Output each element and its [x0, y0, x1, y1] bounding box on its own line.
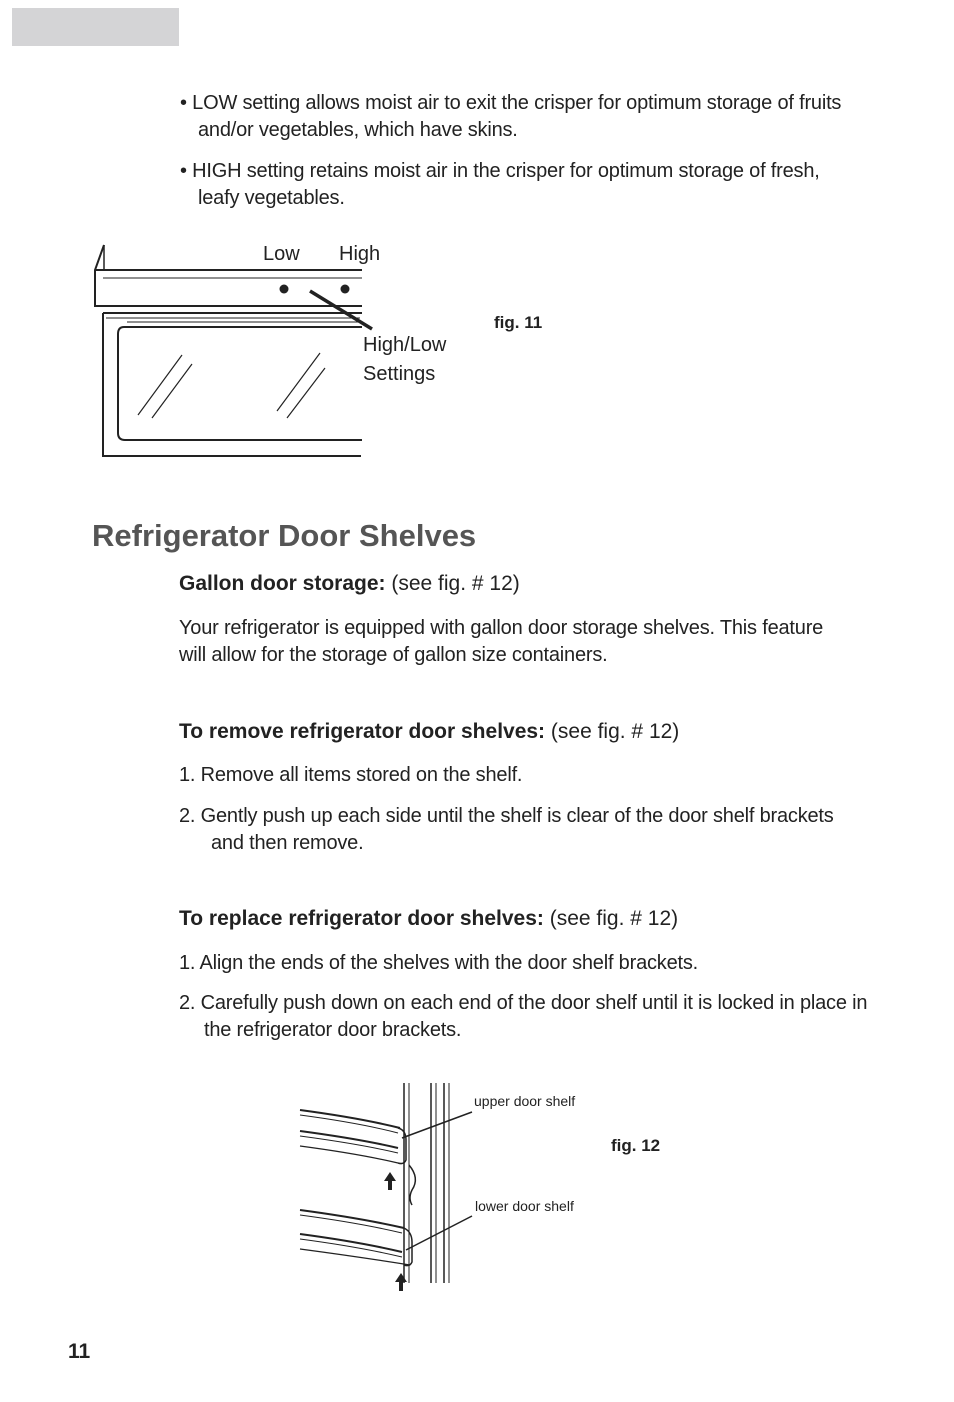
high-setting-bullet: • HIGH setting retains moist air in the crisper for optimum storage of fresh, leafy vegetables. — [180, 160, 820, 209]
replace-heading-bold: To replace refrigerator door shelves: — [179, 907, 544, 930]
page-number: 11 — [68, 1340, 91, 1363]
replace-heading-ref: (see fig. # 12) — [543, 907, 679, 930]
remove-heading-ref: (see fig. # 12) — [545, 720, 680, 743]
low-label: Low — [263, 243, 300, 265]
settings-label-line1: High/Low — [363, 334, 447, 356]
gallon-heading-ref: (see fig. # 12) — [385, 572, 520, 595]
section-title: Refrigerator Door Shelves — [92, 518, 477, 553]
fig-11-caption: fig. 11 — [494, 313, 543, 332]
lower-arrow-icon — [395, 1273, 407, 1291]
remove-step-2: 2. Gently push up each side until the shelf is clear of the door shelf brackets and then remove. — [179, 805, 834, 854]
settings-label-line2: Settings — [363, 363, 436, 385]
gallon-heading-bold: Gallon door storage: — [179, 572, 386, 595]
fig-12-caption: fig. 12 — [611, 1136, 661, 1155]
replace-step-2: 2. Carefully push down on each end of the door shelf until it is locked in place in the refrigerator door brackets. — [179, 992, 868, 1041]
low-setting-bullet: • LOW setting allows moist air to exit the crisper for optimum storage of fruits and/or vegetables, which have skins. — [180, 92, 842, 141]
gallon-text: Your refrigerator is equipped with gallon door storage shelves. This feature will allow for the storage of gallon size containers. — [179, 617, 824, 666]
lower-door-shelf-label: lower door shelf — [475, 1198, 574, 1214]
high-label: High — [339, 243, 381, 265]
remove-step-1: 1. Remove all items stored on the shelf. — [179, 764, 523, 786]
upper-arrow-icon — [384, 1172, 396, 1190]
replace-step-1: 1. Align the ends of the shelves with the door shelf brackets. — [179, 952, 699, 974]
upper-door-shelf-label: upper door shelf — [474, 1093, 576, 1109]
remove-heading-bold: To remove refrigerator door shelves: — [179, 720, 546, 743]
